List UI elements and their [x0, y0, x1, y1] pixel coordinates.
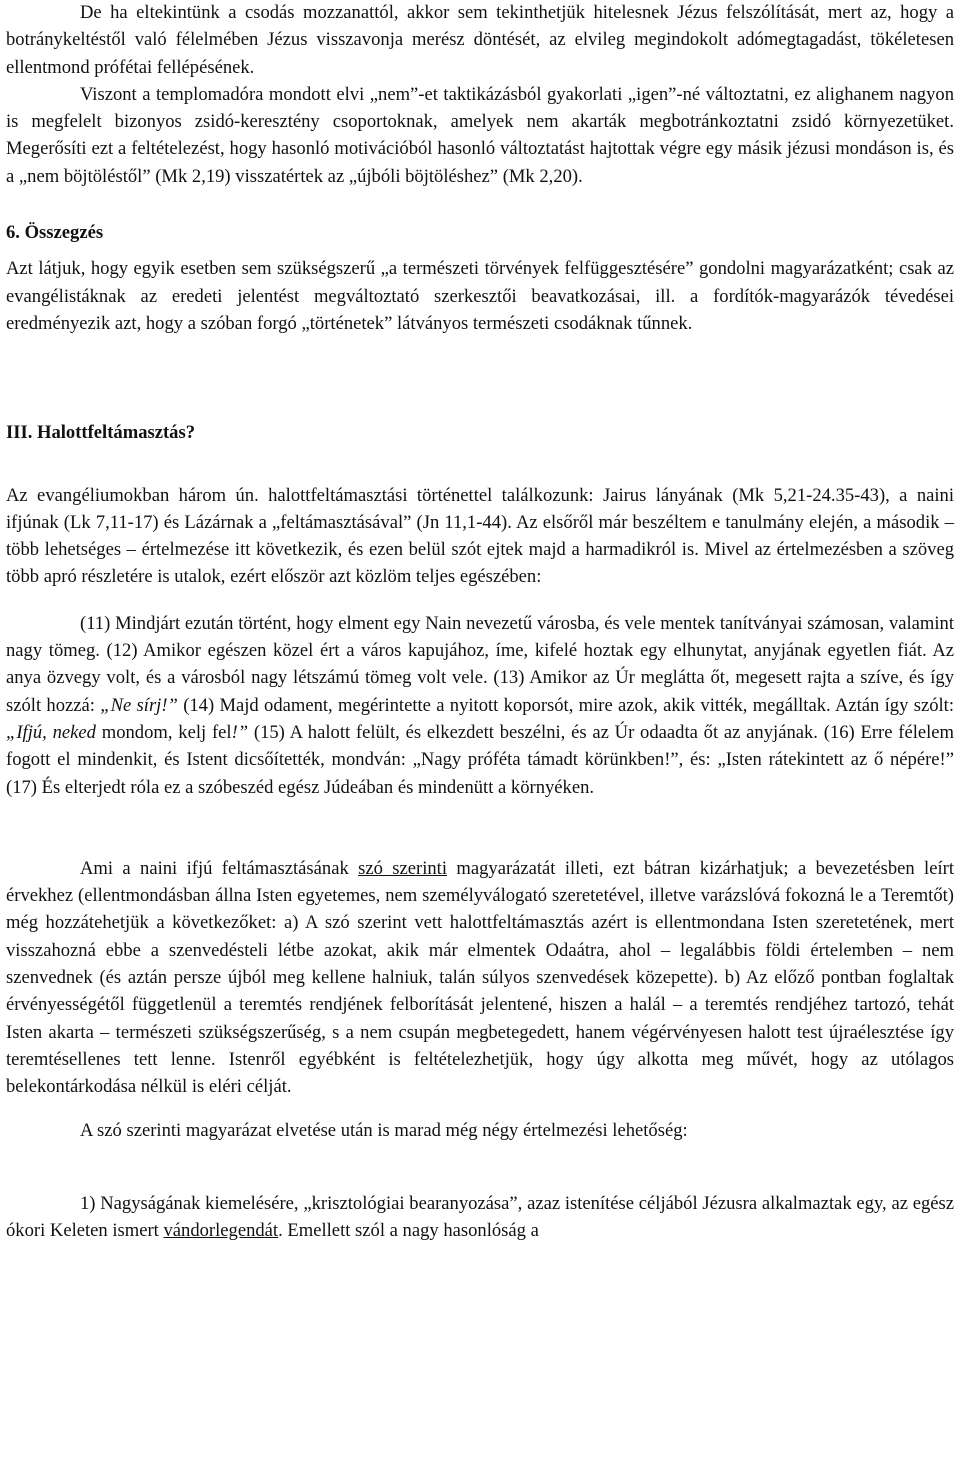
quoted-passage: [6, 610, 954, 801]
paragraph-6-text-b: magyarázatát illeti, ezt bátran kizárhatjuk; a bevezetésben leírt érvekhez (ellentmondásban állna Isten egyetemes, nem személyválogató szeretetével, illetve varázslóvá fokozná le a Teremtőt) még hozzátehetjük a következőket: a) A szó szerint vett halottfeltámasztás azért is ellentmondana Isten szeretetének, mert visszahozná ebbe a szenvedésteli létbe azokat, akik már elmentek Odaátra, ahol – legalábbis földi értelemben – nem szenvednek (és aztán persze újból meg kellene halniuk, talán súlyos szenvedések közepette). b) Az előző pontban foglaltak érvényességétől függetlenül a teremtés rendjének felborítását jelentené, hiszen a halál – a teremtés rendjéhez tartozó, tehát Isten akarta – természeti szükségszerűség, s a nem csupán megbetegedett, hanem végérvényesen halott test újraélesztése így teremtésellenes tett lenne. Istenről egyébként is feltételezhetjük, hogy úgy alkotta meg művét, hogy az utólagos belekontárkodása nélkül is eléri célját.: [6, 857, 954, 1098]
section-heading-summary: [6, 219, 954, 246]
quoted-passage-text-a: (11) Mindjárt ezután történt, hogy elment egy Nain nevezetű városba, és vele mentek tanítványai számosan, valamint nagy tömeg. (12) Amikor egészen közel ért a város kapujához, íme, kifelé hoztak egy elhunytat, anyjának egyetlen fiát. Az anya özvegy volt, és a városból nagy létszámú tömeg volt vele. (13) Amikor az Úr meglátta őt, megesett rajta a szíve, és így szólt hozzá:: [6, 612, 954, 716]
paragraph-2-text: Viszont a templomadóra mondott elvi „nem”-et taktikázásból gyakorlati „igen”-né változtatni, ez alighanem nagyon is megfelelt bizonyos zsidó-keresztény csoportoknak, amelyek nem akarták megbotránkoztatni zsidó környezetüket. Megerősíti ezt a feltételezést, hogy hasonló motivációból hasonló változtatást hajtottak végre egy másik jézusi mondáson is, és a „nem böjtöléstől” (Mk 2,19) visszatértek az „újbóli böjtöléshez” (Mk 2,20).: [6, 83, 954, 187]
paragraph-7-text: A szó szerinti magyarázat elvetése után is marad még négy értelmezési lehetőség:: [80, 1119, 688, 1141]
heading-summary-text: 6. Összegzés: [6, 222, 104, 244]
paragraph-8-underlined: vándorlegendát: [163, 1220, 279, 1242]
quoted-passage-text-c: mondom, kelj fel: [95, 721, 232, 743]
quoted-passage-italic-2: „Ifjú, neked: [6, 721, 96, 743]
quoted-passage-text-b: (14) Majd odament, megérintette a nyitott koporsót, mire azok, akik vitték, megálltak. Aztán így szólt:: [177, 694, 954, 716]
paragraph-8-text-a: 1) Nagyságának kiemelésére, „krisztológiai bearanyozása”, azaz istenítése céljából Jézusra alkalmaztak egy, az egész ókori Keleten ismert: [6, 1192, 954, 1242]
paragraph-3: [6, 255, 954, 337]
paragraph-8: [6, 1190, 954, 1245]
document-page: [6, 0, 954, 1244]
quoted-passage-italic-3: !”: [231, 721, 249, 743]
paragraph-2: [6, 81, 954, 190]
quoted-passage-text-d: (15) A halott felült, és elkezdett beszélni, és az Úr odaadta őt az anyjának. (16) Erre félelem fogott el mindenkit, és Istent dicsőítették, mondván: „Nagy próféta támadt körünkben!”, és: „Isten rátekintett az ő népére!” (17) És elterjedt róla ez a szóbeszéd egész Júdeában és mindenütt a környéken.: [6, 721, 955, 798]
paragraph-4-text: Az evangéliumokban három ún. halottfeltámasztási történettel találkozunk: Jairus lányának (Mk 5,21-24.35-43), a naini ifjúnak (Lk 7,11-17) és Lázárnak a „feltámasztásával” (Jn 11,1-44). Az elsőről már beszéltem e tanulmány elején, a második – több lehetséges – értelmezése itt következik, és ezen belül szót ejtek majd a harmadikról is. Mivel az értelmezésben a szöveg több apró részletére is utalok, ezért először azt közlöm teljes egészében:: [6, 484, 954, 588]
paragraph-1: [6, 0, 954, 81]
paragraph-8-text-b: . Emellett szól a nagy hasonlóság a: [278, 1220, 539, 1242]
paragraph-1-text: De ha eltekintünk a csodás mozzanattól, akkor sem tekinthetjük hitelesnek Jézus felszólítását, mert az, hogy a botránykeltéstől való félelmében Jézus visszavonja merész döntését, az elvileg megindokolt adómegtagadást, tökéletesen ellentmond prófétai fellépésének.: [6, 2, 954, 78]
heading-resurrection-text: III. Halottfeltámasztás?: [6, 422, 196, 444]
quoted-passage-italic-1: „Ne sírj!”: [100, 694, 178, 716]
paragraph-6: [6, 855, 954, 1101]
paragraph-6-text-a: Ami a naini ifjú feltámasztásának: [80, 857, 359, 879]
paragraph-6-underlined: szó szerinti: [358, 857, 448, 879]
paragraph-4: [6, 482, 954, 591]
paragraph-7: [6, 1117, 954, 1144]
paragraph-3-text: Azt látjuk, hogy egyik esetben sem szükségszerű „a természeti törvények felfüggesztésére” gondolni magyarázatként; csak az evangélistáknak az eredeti jelentést megváltoztató szerkesztői beavatkozásai, ill. a fordítók-magyarázók tévedései eredményezik azt, hogy a szóban forgó „történetek” látványos természeti csodáknak tűnnek.: [6, 258, 954, 334]
section-heading-resurrection: [6, 419, 954, 446]
